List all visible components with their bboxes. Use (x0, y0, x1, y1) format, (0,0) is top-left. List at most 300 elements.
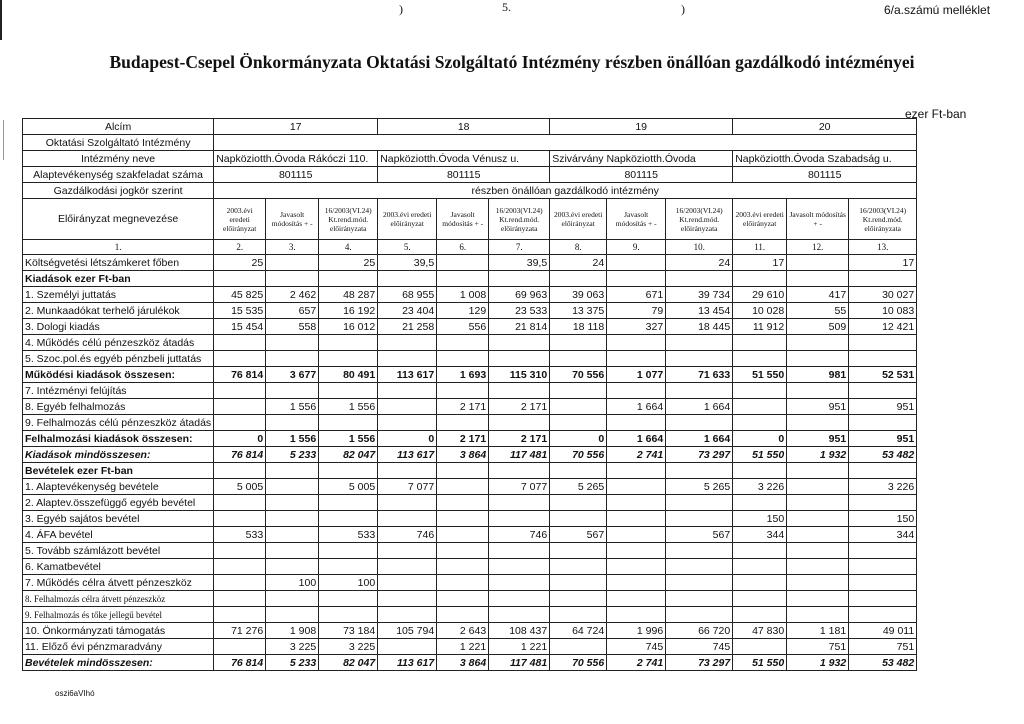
col-index: 4. (319, 240, 378, 255)
table-cell: 1 008 (437, 287, 489, 303)
table-cell (849, 559, 917, 575)
table-cell: 117 481 (489, 655, 550, 671)
table-cell (607, 383, 666, 399)
table-cell: 951 (787, 399, 849, 415)
table-cell: 39 063 (550, 287, 607, 303)
table-cell: 73 297 (666, 447, 733, 463)
table-cell (437, 559, 489, 575)
row-label: 4. Működés célú pénzeszköz átadás (23, 335, 214, 351)
table-cell: 951 (849, 399, 917, 415)
table-cell: 13 454 (666, 303, 733, 319)
table-cell (787, 479, 849, 495)
table-cell (607, 527, 666, 543)
table-cell (666, 575, 733, 591)
table-cell: 1 181 (787, 623, 849, 639)
table-cell: 1 556 (319, 431, 378, 447)
gazd-value: részben önállóan gazdálkodó intézmény (214, 183, 917, 199)
table-cell (787, 463, 849, 479)
alaptev-value: 801115 (733, 167, 917, 183)
table-cell: 1 221 (437, 639, 489, 655)
table-cell: 113 617 (378, 447, 437, 463)
table-cell: 0 (733, 431, 787, 447)
table-cell (550, 271, 607, 287)
row-label: Költségvetési létszámkeret főben (23, 255, 214, 271)
table-cell: 10 083 (849, 303, 917, 319)
table-cell (266, 255, 319, 271)
table-cell (489, 511, 550, 527)
table-cell (214, 271, 266, 287)
table-cell (214, 543, 266, 559)
table-cell: 53 482 (849, 447, 917, 463)
col-header-orig: 2003.évi eredeti előirányzat (733, 199, 787, 240)
oktatasi-label: Oktatási Szolgáltató Intézmény (23, 135, 214, 151)
table-cell (550, 463, 607, 479)
row-label: Bevételek ezer Ft-ban (23, 463, 214, 479)
oktatasi-row (23, 135, 917, 151)
row-label: 7. Működés célra átvett pénzeszköz (23, 575, 214, 591)
table-cell: 39 734 (666, 287, 733, 303)
table-cell (607, 479, 666, 495)
table-cell (378, 511, 437, 527)
table-row (23, 463, 917, 479)
table-row (23, 575, 917, 591)
table-cell (489, 383, 550, 399)
table-cell (266, 559, 319, 575)
table-cell: 3 226 (849, 479, 917, 495)
column-header-row (23, 199, 917, 240)
table-cell (550, 639, 607, 655)
intezmeny-value: Napköziotth.Óvoda Szabadság u. (733, 151, 917, 167)
table-cell: 25 (319, 255, 378, 271)
col-index: 2. (214, 240, 266, 255)
col-header-final: 16/2003(VI.24) Kt.rend.mód. előirányzata (849, 199, 917, 240)
table-cell: 2 171 (437, 431, 489, 447)
table-cell (550, 559, 607, 575)
col-header-orig: 2003.évi eredeti előirányzat (214, 199, 266, 240)
table-cell: 76 814 (214, 367, 266, 383)
table-cell: 745 (607, 639, 666, 655)
table-cell: 533 (214, 527, 266, 543)
table-cell (266, 351, 319, 367)
table-cell (607, 511, 666, 527)
table-cell (733, 463, 787, 479)
table-cell (437, 335, 489, 351)
table-row (23, 303, 917, 319)
row-label: 6. Kamatbevétel (23, 559, 214, 575)
col-index: 1. (23, 240, 214, 255)
row-label: 1. Személyi juttatás (23, 287, 214, 303)
table-cell: 73 297 (666, 655, 733, 671)
table-cell (607, 335, 666, 351)
table-cell: 2 741 (607, 447, 666, 463)
table-cell (666, 463, 733, 479)
table-cell (550, 399, 607, 415)
intezmeny-value: Napköziotth.Óvoda Vénusz u. (378, 151, 550, 167)
annex-label: 6/a.számú melléklet (884, 3, 991, 17)
intezmeny-label: Intézmény neve (23, 151, 214, 167)
table-cell: 751 (787, 639, 849, 655)
table-cell: 79 (607, 303, 666, 319)
table-cell: 1 932 (787, 447, 849, 463)
table-cell: 55 (787, 303, 849, 319)
table-cell: 1 556 (266, 399, 319, 415)
table-row (23, 335, 917, 351)
row-label: 3. Dologi kiadás (23, 319, 214, 335)
table-cell: 100 (266, 575, 319, 591)
table-cell (378, 335, 437, 351)
table-cell: 17 (733, 255, 787, 271)
table-cell (733, 399, 787, 415)
table-cell (550, 607, 607, 623)
table-cell (787, 511, 849, 527)
table-cell (666, 271, 733, 287)
table-cell: 64 724 (550, 623, 607, 639)
table-cell (733, 495, 787, 511)
table-row (23, 511, 917, 527)
table-cell: 3 226 (733, 479, 787, 495)
table-cell (489, 607, 550, 623)
table-cell (437, 527, 489, 543)
table-cell: 69 963 (489, 287, 550, 303)
table-cell (437, 479, 489, 495)
table-cell: 30 027 (849, 287, 917, 303)
row-label: Kiadások mindösszesen: (23, 447, 214, 463)
table-cell (849, 543, 917, 559)
table-cell (214, 415, 266, 431)
table-row (23, 639, 917, 655)
table-cell (378, 639, 437, 655)
table-cell: 657 (266, 303, 319, 319)
table-cell (787, 495, 849, 511)
table-cell: 45 825 (214, 287, 266, 303)
table-cell: 1 664 (607, 431, 666, 447)
table-cell: 51 550 (733, 655, 787, 671)
table-cell: 115 310 (489, 367, 550, 383)
table-cell (550, 495, 607, 511)
table-cell (437, 383, 489, 399)
row-label: 8. Felhalmozás célra átvett pénzeszköz (23, 591, 214, 607)
table-cell: 82 047 (319, 447, 378, 463)
table-cell (319, 591, 378, 607)
table-cell (849, 607, 917, 623)
table-cell: 1 996 (607, 623, 666, 639)
table-cell (733, 575, 787, 591)
budget-table (22, 118, 917, 671)
table-cell (787, 351, 849, 367)
table-cell (550, 351, 607, 367)
table-cell (787, 383, 849, 399)
row-label: 2. Munkaadókat terhelő járulékok (23, 303, 214, 319)
table-cell (489, 335, 550, 351)
table-cell: 15 454 (214, 319, 266, 335)
table-cell (319, 543, 378, 559)
table-cell: 3 864 (437, 447, 489, 463)
row-label: 5. Tovább számlázott bevétel (23, 543, 214, 559)
intezmeny-value: Napköziotth.Óvoda Rákóczi 110. (214, 151, 378, 167)
table-cell: 2 171 (437, 399, 489, 415)
table-cell (666, 495, 733, 511)
table-cell: 68 955 (378, 287, 437, 303)
table-row (23, 255, 917, 271)
footer-code: oszi6aVIhó (55, 689, 95, 698)
table-cell (319, 607, 378, 623)
table-cell (437, 607, 489, 623)
table-cell: 2 171 (489, 431, 550, 447)
table-cell (319, 415, 378, 431)
row-label: 8. Egyéb felhalmozás (23, 399, 214, 415)
table-cell (378, 415, 437, 431)
table-cell (214, 383, 266, 399)
table-row (23, 287, 917, 303)
col-header-mod: Javasolt módosítás + - (607, 199, 666, 240)
table-row (23, 271, 917, 287)
row-label: 5. Szoc.pol.és egyéb pénzbeli juttatás (23, 351, 214, 367)
table-cell: 556 (437, 319, 489, 335)
table-cell: 71 276 (214, 623, 266, 639)
table-cell (607, 463, 666, 479)
table-cell: 150 (733, 511, 787, 527)
table-cell: 7 077 (489, 479, 550, 495)
table-cell: 51 550 (733, 447, 787, 463)
col-header-orig: 2003.évi eredeti előirányzat (550, 199, 607, 240)
table-cell (733, 383, 787, 399)
page-title: Budapest-Csepel Önkormányzata Oktatási Szolgáltató Intézmény részben önállóan gazdálkodó intézményei (109, 52, 915, 72)
table-cell: 5 233 (266, 447, 319, 463)
table-cell (607, 575, 666, 591)
table-cell: 108 437 (489, 623, 550, 639)
table-cell: 24 (666, 255, 733, 271)
table-cell: 73 184 (319, 623, 378, 639)
table-cell (489, 415, 550, 431)
row-label: 11. Előző évi pénzmaradvány (23, 639, 214, 655)
table-cell: 2 741 (607, 655, 666, 671)
table-cell (489, 495, 550, 511)
table-cell (666, 335, 733, 351)
table-cell: 53 482 (849, 655, 917, 671)
col-header-final: 16/2003(VI.24) Kt.rend.mód. előirányzata (319, 199, 378, 240)
table-cell (733, 335, 787, 351)
table-cell (319, 271, 378, 287)
table-row (23, 591, 917, 607)
table-cell (266, 479, 319, 495)
table-cell (319, 463, 378, 479)
table-row (23, 319, 917, 335)
table-cell (319, 383, 378, 399)
table-cell (266, 271, 319, 287)
row-label: 3. Egyéb sajátos bevétel (23, 511, 214, 527)
row-label: 1. Alaptevékenység bevétele (23, 479, 214, 495)
table-cell (787, 527, 849, 543)
table-row (23, 399, 917, 415)
table-cell (437, 415, 489, 431)
col-header-final: 16/2003(VI.24) Kt.rend.mód. előirányzata (666, 199, 733, 240)
table-cell: 7 077 (378, 479, 437, 495)
table-cell (666, 543, 733, 559)
table-cell (266, 607, 319, 623)
table-cell: 671 (607, 287, 666, 303)
col-header-orig: 2003.évi eredeti előirányzat (378, 199, 437, 240)
table-cell: 2 643 (437, 623, 489, 639)
table-cell: 1 556 (266, 431, 319, 447)
col-header-final: 16/2003(VI.24) Kt.rend.mód. előirányzata (489, 199, 550, 240)
table-cell: 23 404 (378, 303, 437, 319)
col-index: 10. (666, 240, 733, 255)
table-cell (607, 351, 666, 367)
table-cell (849, 351, 917, 367)
table-cell (733, 415, 787, 431)
table-cell (787, 607, 849, 623)
col-index: 13. (849, 240, 917, 255)
table-cell (437, 591, 489, 607)
table-cell: 21 258 (378, 319, 437, 335)
table-cell (489, 543, 550, 559)
table-cell (787, 415, 849, 431)
table-cell (378, 607, 437, 623)
col-header-mod: Javasolt módosítás + - (266, 199, 319, 240)
table-cell: 66 720 (666, 623, 733, 639)
alcim-value: 20 (733, 119, 917, 135)
table-cell: 344 (849, 527, 917, 543)
row-label-header: Előirányzat megnevezése (23, 199, 214, 240)
table-cell (849, 383, 917, 399)
col-index: 6. (437, 240, 489, 255)
table-cell (666, 415, 733, 431)
table-cell (214, 463, 266, 479)
table-cell (214, 399, 266, 415)
table-cell: 1 556 (319, 399, 378, 415)
table-cell (489, 559, 550, 575)
table-cell: 82 047 (319, 655, 378, 671)
unit-label: ezer Ft-ban (905, 107, 967, 121)
table-cell (733, 639, 787, 655)
table-cell (214, 559, 266, 575)
table-cell (266, 543, 319, 559)
table-cell (214, 575, 266, 591)
table-cell (787, 543, 849, 559)
intezmeny-value: Szivárvány Napköziotth.Óvoda (550, 151, 733, 167)
table-cell: 0 (214, 431, 266, 447)
table-cell: 1 664 (607, 399, 666, 415)
table-cell: 0 (550, 431, 607, 447)
table-cell (666, 607, 733, 623)
table-cell (489, 351, 550, 367)
col-header-mod: Javasolt módosítás + - (787, 199, 849, 240)
table-cell (787, 591, 849, 607)
table-cell (378, 495, 437, 511)
table-cell: 39,5 (489, 255, 550, 271)
table-cell: 113 617 (378, 655, 437, 671)
table-cell (437, 575, 489, 591)
table-row (23, 623, 917, 639)
table-cell: 746 (378, 527, 437, 543)
table-cell: 1 221 (489, 639, 550, 655)
table-cell: 39,5 (378, 255, 437, 271)
table-cell: 5 265 (666, 479, 733, 495)
table-cell (787, 335, 849, 351)
table-row (23, 447, 917, 463)
table-cell: 533 (319, 527, 378, 543)
table-cell (787, 271, 849, 287)
col-index: 7. (489, 240, 550, 255)
table-cell: 16 192 (319, 303, 378, 319)
intezmeny-row (23, 151, 917, 167)
table-cell (849, 591, 917, 607)
row-label: 2. Alaptev.összefüggő egyéb bevétel (23, 495, 214, 511)
table-cell (550, 415, 607, 431)
table-cell (849, 271, 917, 287)
table-cell (319, 495, 378, 511)
table-cell: 105 794 (378, 623, 437, 639)
table-cell: 17 (849, 255, 917, 271)
table-cell: 70 556 (550, 655, 607, 671)
table-cell (550, 543, 607, 559)
table-cell (849, 335, 917, 351)
row-label: Bevételek mindösszesen: (23, 655, 214, 671)
table-cell: 16 012 (319, 319, 378, 335)
table-cell: 70 556 (550, 447, 607, 463)
table-cell (550, 335, 607, 351)
table-cell: 100 (319, 575, 378, 591)
alcim-label: Alcím (23, 119, 214, 135)
table-cell: 71 633 (666, 367, 733, 383)
table-cell: 11 912 (733, 319, 787, 335)
table-cell (666, 511, 733, 527)
table-cell (266, 463, 319, 479)
table-cell (666, 591, 733, 607)
table-row (23, 367, 917, 383)
table-cell (489, 591, 550, 607)
table-row (23, 415, 917, 431)
table-cell: 47 830 (733, 623, 787, 639)
table-cell: 5 233 (266, 655, 319, 671)
table-cell (849, 495, 917, 511)
table-cell: 150 (849, 511, 917, 527)
table-cell (849, 575, 917, 591)
table-cell: 18 118 (550, 319, 607, 335)
table-row (23, 383, 917, 399)
table-cell (437, 351, 489, 367)
header-paren-right: ) (681, 2, 685, 16)
table-cell: 567 (666, 527, 733, 543)
table-cell: 51 550 (733, 367, 787, 383)
table-cell: 24 (550, 255, 607, 271)
table-cell: 76 814 (214, 655, 266, 671)
table-cell: 558 (266, 319, 319, 335)
table-cell: 49 011 (849, 623, 917, 639)
table-cell (489, 271, 550, 287)
table-row (23, 527, 917, 543)
table-cell (378, 591, 437, 607)
alaptev-value: 801115 (550, 167, 733, 183)
table-cell (489, 575, 550, 591)
table-cell (666, 559, 733, 575)
table-cell (607, 415, 666, 431)
table-cell (787, 255, 849, 271)
table-cell: 1 664 (666, 399, 733, 415)
table-cell: 3 225 (266, 639, 319, 655)
table-cell (787, 575, 849, 591)
row-label: 9. Felhalmozás és tőke jellegű bevétel (23, 607, 214, 623)
table-cell: 21 814 (489, 319, 550, 335)
table-cell: 3 225 (319, 639, 378, 655)
table-cell: 23 533 (489, 303, 550, 319)
row-label: 7. Intézményi felújítás (23, 383, 214, 399)
alaptev-row (23, 167, 917, 183)
row-label: Kiadások ezer Ft-ban (23, 271, 214, 287)
table-cell (849, 463, 917, 479)
table-cell: 129 (437, 303, 489, 319)
table-cell (550, 591, 607, 607)
